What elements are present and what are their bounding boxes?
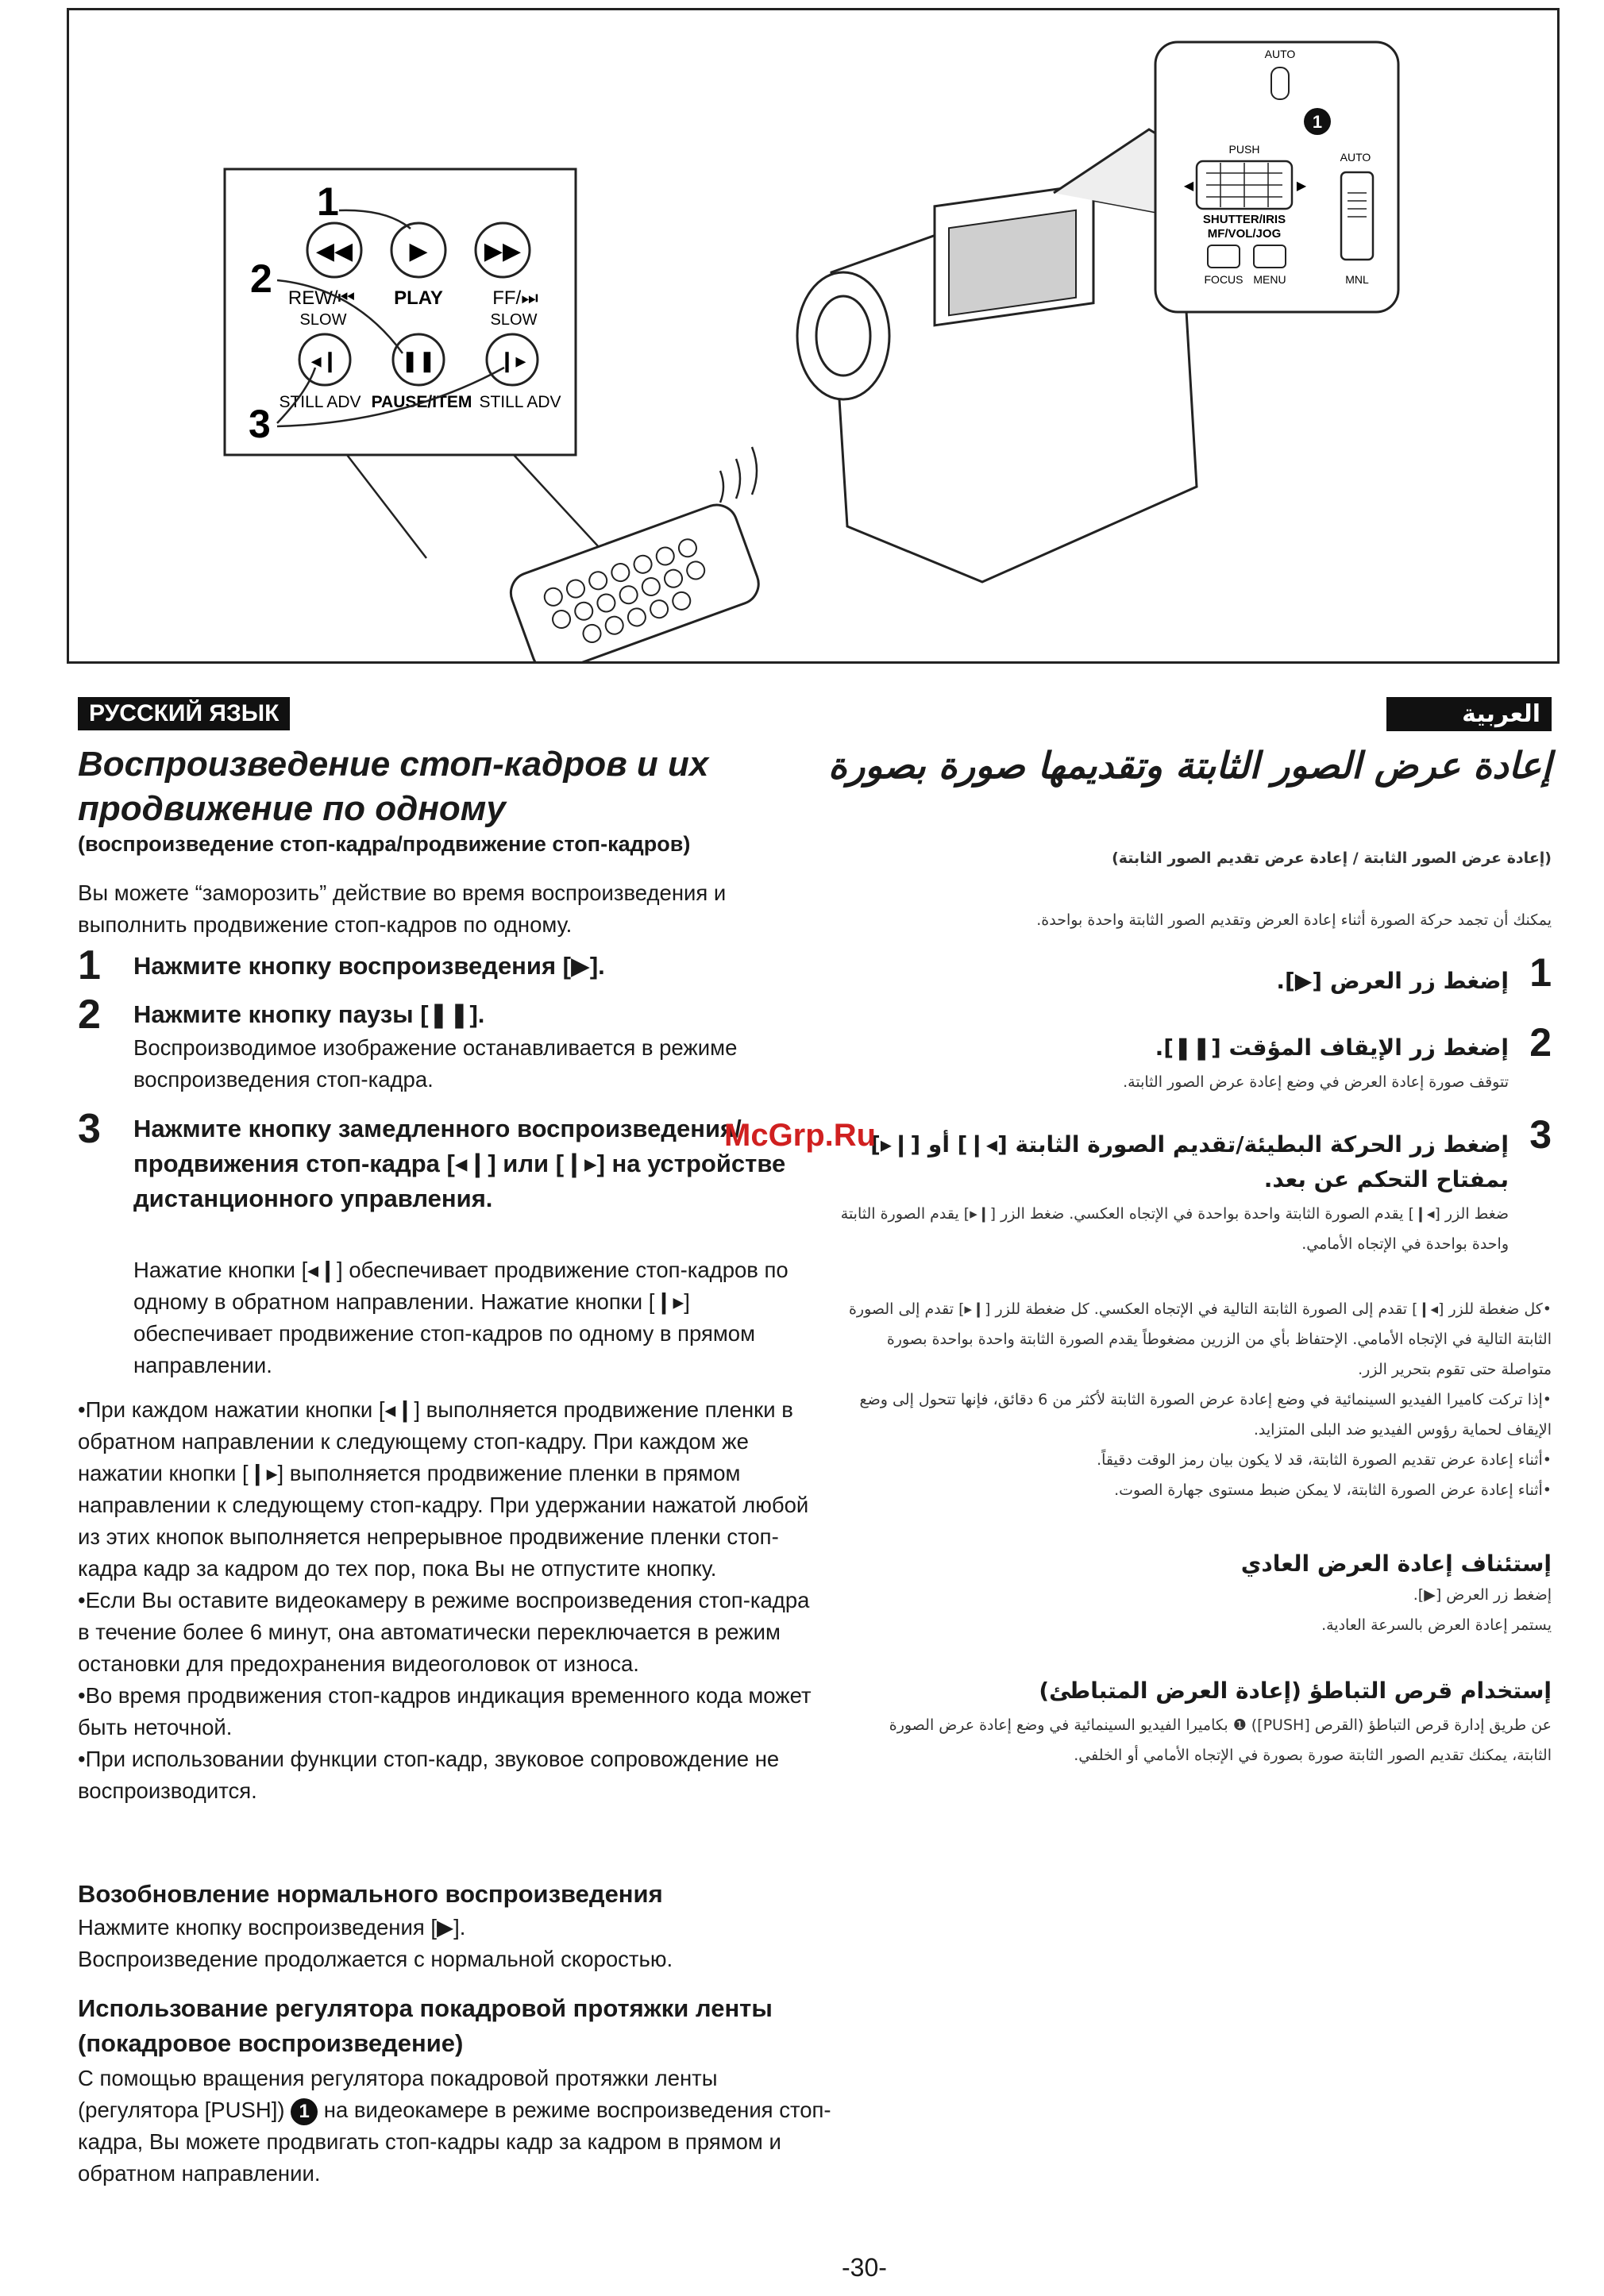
- ar-resume-heading: إستئناف إعادة العرض العادي: [1240, 1551, 1552, 1577]
- ar-step-3-number: 3: [1529, 1112, 1552, 1157]
- ru-step-1-heading: Нажмите кнопку воспроизведения [▶].: [133, 952, 605, 980]
- slow-right-label: SLOW: [490, 311, 538, 329]
- still-adv-forward-glyph: ❙▸: [498, 349, 526, 372]
- still-adv-right-label: STILL ADV: [479, 393, 561, 411]
- ru-step-2-number: 2: [78, 992, 101, 1038]
- mnl-label: MNL: [1345, 273, 1369, 286]
- menu-label: MENU: [1253, 273, 1286, 286]
- ar-jog-paragraph: عن طريق إدارة قرص التباطؤ (القرص [PUSH]) ❶ بكاميرا الفيديو السينمائية في وضع إعادة عرض الصورة الثابتة، يمكنك تقديم الصور الثابتة صورة بصورة في الإتجاه الأمامي أو الخلفي.: [889, 1716, 1552, 1764]
- ru-step-1-number: 1: [78, 942, 101, 988]
- jog-left-arrow: ◀: [1183, 179, 1194, 193]
- ff-glyph: ▶▶: [484, 238, 522, 264]
- ar-step-2-heading: إضغط زر الإيقاف المؤقت [❚❚].: [1155, 1034, 1509, 1061]
- site-watermark: McGrp.Ru: [724, 1118, 877, 1153]
- camera-remote-illustration: [69, 10, 1557, 661]
- control-zoom-box: [1155, 42, 1398, 312]
- ru-step-2-heading: Нажмите кнопку паузы [❚❚].: [133, 1000, 485, 1028]
- arabic-lang-tag: العربية: [1386, 697, 1552, 731]
- ru-resume-line-2: Воспроизведение продолжается с нормальной скоростью.: [78, 1947, 673, 1971]
- lcd-screen: [949, 210, 1076, 315]
- slow-left-label: SLOW: [299, 311, 347, 329]
- ar-bullet-2: • إذا تركت كاميرا الفيديو السينمائية في وضع إعادة عرض الصورة الثابتة لأكثر من 6 دقائق، فإنها تتحول إلى وضع الإيقاف لحماية رؤوس الفيديو ضد البلى المتزايد.: [837, 1385, 1552, 1445]
- shutter-label: SHUTTER/IRIS: [1202, 213, 1286, 226]
- arabic-intro: يمكنك أن تجمد حركة الصورة أثناء إعادة العرض وتقديم الصور الثابتة واحدة بواحدة.: [1036, 911, 1552, 929]
- mf-label: MF/VOL/JOG: [1207, 227, 1282, 241]
- ru-resume-heading: Возобновление нормального воспроизведения: [78, 1880, 663, 1908]
- arabic-subtitle: (إعادة عرض الصور الثابتة / إعادة عرض تقديم الصور الثابتة): [1112, 849, 1552, 867]
- ar-step-1-number: 1: [1529, 950, 1552, 995]
- focus-label: FOCUS: [1204, 273, 1243, 286]
- rew-glyph: ◀◀: [315, 238, 353, 264]
- callout-2: 2: [250, 256, 272, 301]
- ru-jog-text-before: С помощью вращения регулятора покадровой протяжки ленты (регулятора [PUSH]): [78, 2066, 718, 2122]
- ru-jog-heading: Использование регулятора покадровой протяжки ленты (покадровое воспроизведение): [78, 1994, 773, 2057]
- ar-step-2-number: 2: [1529, 1020, 1552, 1065]
- play-label: PLAY: [394, 287, 443, 309]
- russian-subtitle: (воспроизведение стоп-кадра/продвижение стоп-кадров): [78, 832, 691, 856]
- auto-side-label: AUTO: [1340, 151, 1371, 164]
- ar-bullet-list: [837, 1294, 1552, 1505]
- russian-intro: Вы можете “заморозить” действие во время воспроизведения и выполнить продвижение стоп-кадров по одному.: [78, 880, 727, 937]
- ar-bullet-1: • كل ضغطة للزر [◂❙] تقدم إلى الصورة الثابتة التالية في الإتجاه العكسي. كل ضغطة للزر [❙▸] تقدم إلى الصورة الثابتة التالية في الإتجاه الأمامي. الإحتفاظ بأي من الزرين مضغوطاً يقدم الصورة الثابتة واحدة بواحدة بصورة متواصلة حتى تقوم بتحرير الزر.: [837, 1294, 1552, 1385]
- ar-resume-line-2: يستمر إعادة العرض بالسرعة العادية.: [1321, 1616, 1552, 1634]
- ar-step-3-heading: إضغط زر الحركة البطيئة/تقديم الصورة الثابتة [◂❙] أو [❙▸] بمفتاح التحكم عن بعد.: [870, 1131, 1509, 1192]
- figure-frame: [67, 8, 1560, 664]
- ar-bullet-3: • أثناء إعادة عرض تقديم الصورة الثابتة، قد لا يكون بيان رمز الوقت دقيقاً.: [837, 1445, 1552, 1475]
- ru-bullet-2: • Если Вы оставите видеокамеру в режиме воспроизведения стоп-кадра в течение более 6 минут, она автоматически переключается в режим остановки для предохранения видеоголовок от износа.: [78, 1585, 824, 1680]
- ar-bullet-4: • أثناء إعادة عرض الصورة الثابتة، لا يمكن ضبط مستوى جهارة الصوت.: [837, 1475, 1552, 1505]
- ru-bullet-4: • При использовании функции стоп-кадр, звуковое сопровождение не воспроизводится.: [78, 1743, 824, 1807]
- russian-lang-tag: РУССКИЙ ЯЗЫК: [78, 697, 290, 730]
- still-adv-left-label: STILL ADV: [279, 393, 361, 411]
- russian-title: Воспроизведение стоп-кадров и их продвижение по одному: [78, 745, 709, 828]
- arabic-title: إعادة عرض الصور الثابتة وتقديمها صورة بصورة: [827, 744, 1552, 787]
- jog-marker-icon: 1: [291, 2098, 318, 2125]
- ir-waves: [720, 447, 757, 503]
- ru-jog-text-after: на видеокамере в режиме воспроизведения стоп-кадра, Вы можете продвигать стоп-кадры кадр за кадром в прямом и обратном направлении.: [78, 2098, 831, 2186]
- handheld-remote: [505, 499, 764, 661]
- jog-right-arrow: ▶: [1296, 179, 1307, 193]
- play-glyph: ▶: [409, 238, 428, 264]
- ff-label: FF/⏭: [492, 287, 538, 309]
- ru-jog-paragraph: [78, 2063, 840, 2190]
- ru-bullet-1: • При каждом нажатии кнопки [◂❙] выполняется продвижение пленки в обратном направлении к следующему стоп-кадру. При каждом же нажатии кнопки [❙▸] выполняется продвижение пленки в прямом направлении к следующему стоп-кадру. При удержании нажатой любой из этих кнопок выполняется непрерывное продвижение пленки стоп-кадра кадр за кадром до тех пор, пока Вы не отпустите кнопку.: [78, 1394, 824, 1585]
- ru-bullet-3: • Во время продвижения стоп-кадров индикация временного кода может быть неточной.: [78, 1680, 824, 1743]
- page-number: -30-: [842, 2253, 887, 2282]
- zoom-connector: [347, 455, 609, 558]
- ar-step-3-body: ضغط الزر [◂❙] يقدم الصورة الثابتة واحدة بواحدة في الإتجاه العكسي. ضغط الزر [❙▸] يقدم الصورة الثابتة واحدة بواحدة في الإتجاه الأمامي.: [840, 1205, 1509, 1253]
- rew-label: REW/⏮: [287, 287, 356, 309]
- ru-step-3-heading: Нажмите кнопку замедленного воспроизведения/продвижения стоп-кадра [◂❙] или [❙▸] на устройстве дистанционного управления.: [133, 1115, 786, 1212]
- ar-jog-heading: إستخدام قرص التباطؤ (إعادة العرض المتباطئ): [1039, 1678, 1552, 1704]
- ar-step-1-heading: إضغط زر العرض [▶].: [1276, 968, 1509, 994]
- ru-step-3-body: Нажатие кнопки [◂❙] обеспечивает продвижение стоп-кадров по одному в обратном направлении. Нажатие кнопки [❙▸] обеспечивает продвижение стоп-кадров по одному в прямом направлении.: [133, 1258, 789, 1377]
- ru-step-2-body: Воспроизводимое изображение останавливается в режиме воспроизведения стоп-кадра.: [133, 1035, 738, 1092]
- marker-1-label: 1: [1312, 112, 1323, 132]
- ar-resume-line-1: إضغط زر العرض [▶].: [1413, 1586, 1552, 1604]
- pause-label: PAUSE/ITEM: [371, 393, 472, 411]
- auto-top-label: AUTO: [1264, 48, 1296, 60]
- ru-bullet-list: [78, 1394, 824, 1807]
- ar-step-2-body: تتوقف صورة إعادة العرض في وضع إعادة عرض الصور الثابتة.: [1123, 1073, 1509, 1091]
- callout-1: 1: [317, 179, 339, 224]
- push-label: PUSH: [1228, 143, 1260, 156]
- pause-glyph: ❚❚: [401, 349, 436, 372]
- still-adv-reverse-glyph: ◂❙: [310, 349, 339, 372]
- ru-step-3-number: 3: [78, 1106, 101, 1152]
- ru-resume-line-1: Нажмите кнопку воспроизведения [▶].: [78, 1915, 466, 1940]
- callout-3: 3: [249, 402, 271, 446]
